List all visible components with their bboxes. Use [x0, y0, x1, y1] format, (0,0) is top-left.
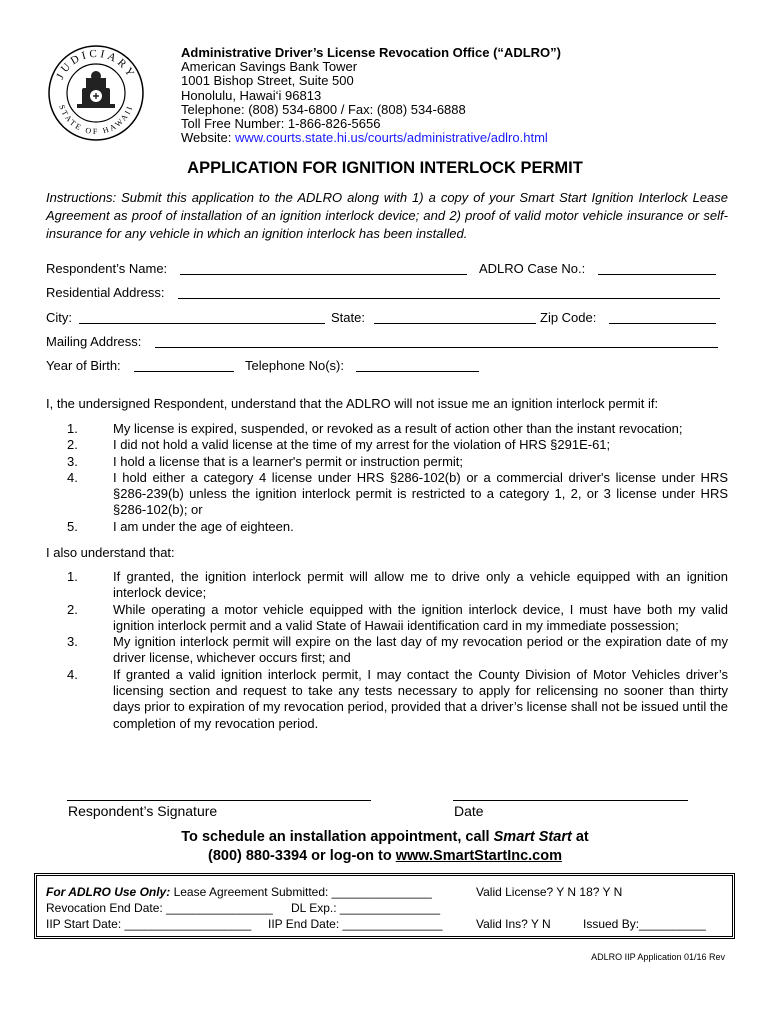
website-link[interactable]: www.courts.state.hi.us/courts/administrative/adlro.html	[234, 130, 548, 146]
list-item	[46, 454, 728, 470]
list-item-number: 1.	[67, 421, 78, 436]
residential-address-label: Residential Address:	[46, 285, 165, 300]
list-item-text: I am under the age of eighteen.	[113, 518, 294, 534]
list-item	[46, 667, 728, 732]
smartstart-link[interactable]: www.SmartStartInc.com	[395, 848, 562, 864]
state-field[interactable]	[374, 323, 536, 324]
mailing-address-field[interactable]	[155, 347, 718, 348]
list-item-text: My license is expired, suspended, or revoked as a result of action other than the instant revocation;	[113, 421, 683, 436]
zip-field[interactable]	[609, 323, 716, 324]
issued-by-field[interactable]: Issued By:__________	[583, 917, 706, 931]
dl-exp-field[interactable]: DL Exp.: _______________	[291, 901, 441, 915]
list-item-number: 4.	[67, 469, 78, 485]
form-revision: ADLRO IIP Application 01/16 Rev	[591, 952, 725, 962]
year-of-birth-label: Year of Birth:	[46, 358, 121, 373]
list-item-text: If granted a valid ignition interlock permit, I may contact the County Division of Motor Vehicles driver’s licensing section and request to take any tests necessary to apply for relicensing no sooner than thirty days prior to expiration of my revocation period, provided that a driver’s license shall not be issued until the completion of my revocation period.	[113, 666, 728, 731]
list-item-number: 2.	[67, 601, 78, 617]
brand-name: Smart Start	[493, 829, 572, 845]
address-line: Honolulu, Hawai‘i 96813	[181, 87, 322, 103]
phone-line: Telephone: (808) 534-6800 / Fax: (808) 534-6888	[181, 101, 466, 117]
instructions: Instructions: Submit this application to the ADLRO along with 1) a copy of your Smart Start Ignition Interlock Lease Agreement as proof of installation of an ignition interlock device; and 2) proof of valid motor vehicle insurance or self-insurance for any vehicle in which an ignition interlock has been installed.	[46, 190, 728, 241]
office-use-row	[46, 885, 432, 899]
list-item-text: If granted, the ignition interlock permit will allow me to drive only a vehicle equipped with an ignition interlock device;	[113, 569, 728, 601]
website-label: Website:	[181, 130, 235, 146]
list-item	[46, 569, 728, 602]
list-item-number: 2.	[67, 437, 78, 453]
telephone-field[interactable]	[356, 371, 479, 372]
toll-free-line: Toll Free Number: 1-866-826-5656	[181, 116, 381, 132]
schedule-cta	[0, 828, 770, 866]
signature-line[interactable]	[67, 800, 371, 801]
signature-label: Respondent’s Signature	[68, 803, 218, 819]
cta-text: (800) 880-3394 or log-on to	[207, 848, 396, 864]
zip-label: Zip Code:	[540, 310, 597, 325]
office-name: Administrative Driver’s License Revocation Office (“ADLRO”)	[181, 45, 561, 60]
lease-submitted-field[interactable]: Lease Agreement Submitted: _______________	[173, 885, 432, 899]
list-item-text: My ignition interlock permit will expire on the last day of my revocation period or the expiration date of my driver license, whichever occurs first; and	[113, 634, 728, 666]
iip-start-field[interactable]: IIP Start Date: ___________________	[46, 917, 252, 931]
list-item-number: 4.	[67, 666, 78, 682]
residential-address-field[interactable]	[178, 298, 720, 299]
date-label: Date	[454, 803, 484, 819]
respondent-name-label: Respondent’s Name:	[46, 261, 168, 276]
list-item	[46, 602, 728, 635]
list-item-number: 5.	[67, 518, 78, 534]
year-of-birth-field[interactable]	[134, 371, 234, 372]
address-line: 1001 Bishop Street, Suite 500	[181, 73, 354, 89]
respondent-name-field[interactable]	[180, 274, 467, 275]
list-item	[46, 421, 728, 437]
list-item	[46, 437, 728, 453]
website-line	[181, 131, 561, 145]
list-item-text: I did not hold a valid license at the time of my arrest for the violation of HRS §291E-61;	[113, 437, 611, 453]
state-label: State:	[331, 310, 365, 325]
denial-conditions-intro: I, the undersigned Respondent, understand that the ADLRO will not issue me an ignition interlock permit if:	[46, 396, 659, 411]
list-item-text: I hold a license that is a learner's permit or instruction permit;	[113, 453, 464, 469]
case-no-label: ADLRO Case No.:	[479, 261, 586, 276]
telephone-label: Telephone No(s):	[245, 358, 344, 373]
office-header	[181, 46, 561, 145]
city-label: City:	[46, 310, 72, 325]
list-item-number: 3.	[67, 453, 78, 469]
valid-ins-field[interactable]: Valid Ins? Y N	[476, 917, 551, 931]
list-item	[46, 470, 728, 519]
cta-text: To schedule an installation appointment, call	[181, 829, 494, 845]
cta-text: at	[571, 829, 589, 845]
date-line[interactable]	[453, 800, 688, 801]
mailing-address-label: Mailing Address:	[46, 334, 142, 349]
seal-icon	[47, 44, 145, 142]
judiciary-seal	[47, 44, 145, 142]
understanding-intro: I also understand that:	[46, 545, 175, 560]
list-item-number: 1.	[67, 569, 78, 584]
list-item-text: I hold either a category 4 license under HRS §286-102(b) or a commercial driver's license under HRS §286-239(b) unless the ignition interlock permit is restricted to a category 1, 2, or 3 license under HRS §286-102(b); or	[113, 469, 728, 518]
list-item	[46, 519, 728, 535]
revocation-end-field[interactable]: Revocation End Date: ________________	[46, 901, 273, 915]
valid-license-field[interactable]: Valid License? Y N 18? Y N	[476, 885, 623, 899]
iip-end-field[interactable]: IIP End Date: _______________	[268, 917, 443, 931]
city-field[interactable]	[79, 323, 325, 324]
seal-bottom-text: STATE OF HAWAII	[57, 103, 135, 137]
page-title: APPLICATION FOR IGNITION INTERLOCK PERMIT	[187, 159, 583, 177]
office-use-box	[34, 873, 735, 939]
understanding-list	[46, 569, 728, 732]
office-use-heading: For ADLRO Use Only:	[46, 885, 171, 899]
seal-top-text: JUDICIARY	[54, 47, 138, 82]
denial-conditions-list	[46, 421, 728, 535]
list-item-text: While operating a motor vehicle equipped with the ignition interlock device, I must have both my valid ignition interlock permit and a valid State of Hawaii identification card in my immediate possession;	[113, 601, 728, 633]
list-item-number: 3.	[67, 634, 78, 650]
list-item	[46, 634, 728, 667]
case-no-field[interactable]	[598, 274, 716, 275]
address-line: American Savings Bank Tower	[181, 59, 358, 75]
